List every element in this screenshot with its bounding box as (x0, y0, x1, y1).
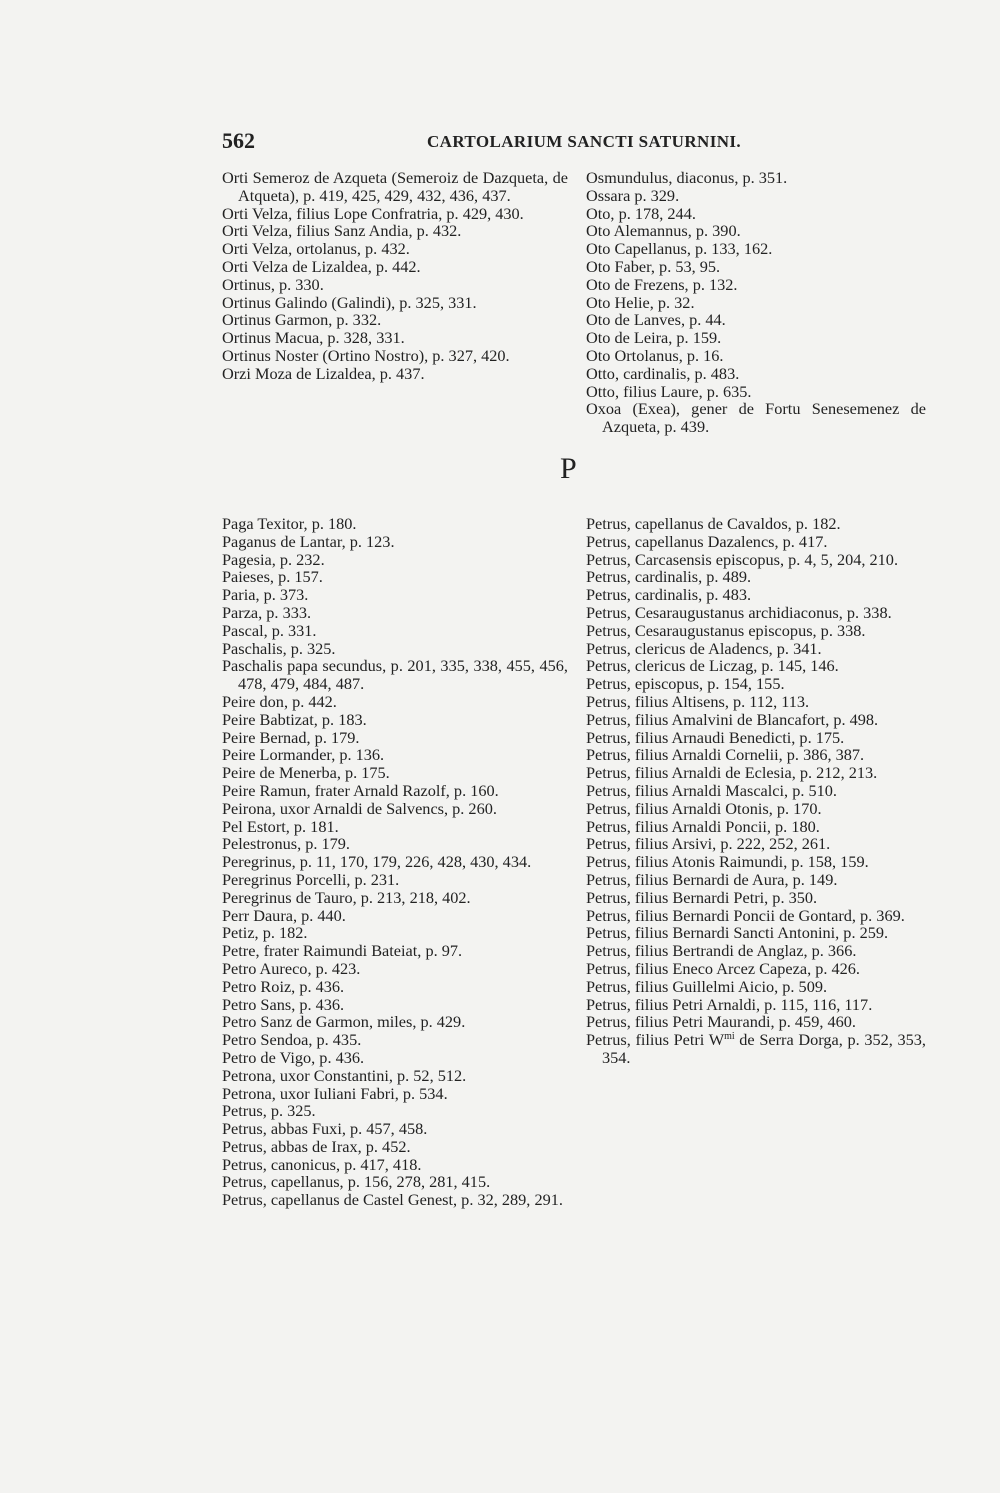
running-title: CARTOLARIUM SANCTI SATURNINI. (427, 132, 742, 151)
index-entry: Peregrinus de Tauro, p. 213, 218, 402. (222, 887, 471, 907)
index-entry: Oto Ortolanus, p. 16. (586, 345, 724, 365)
index-entry: Paga Texitor, p. 180. (222, 514, 357, 533)
index-entry: Petrus, Carcasensis episcopus, p. 4, 5, 204, 210. (586, 549, 899, 569)
index-entry: Oto Capellanus, p. 133, 162. (586, 239, 773, 259)
index-column-bottom-right (586, 515, 926, 1067)
index-entry (586, 1031, 926, 1067)
index-entry: Orti Semeroz de Azqueta (Semeroiz de Dazqueta, de Atqueta), p. 419, 425, 429, 432, 436, 437. (222, 168, 568, 205)
index-entry: Paieses, p. 157. (222, 567, 323, 587)
page-number: 562 (222, 128, 255, 153)
index-entry: Petrus, filius Bernardi Sancti Antonini, p. 259. (586, 923, 889, 943)
index-entry: Petrus, filius Amalvini de Blancafort, p. 498. (586, 709, 879, 729)
index-entry: Paria, p. 373. (222, 585, 309, 605)
index-entry: Petrus, clericus de Aladencs, p. 341. (586, 638, 822, 658)
index-entry: Ortinus, p. 330. (222, 274, 324, 294)
index-entry: Petrus, filius Bertrandi de Anglaz, p. 366. (586, 941, 857, 961)
index-entry: Petiz, p. 182. (222, 923, 308, 943)
index-entry: Orti Velza, ortolanus, p. 432. (222, 239, 410, 259)
index-entry: Oto, p. 178, 244. (586, 203, 696, 223)
index-entry: Petro Sans, p. 436. (222, 994, 345, 1014)
index-entry: Petrus, capellanus de Castel Genest, p. 32, 289, 291. (222, 1190, 563, 1210)
index-entry: Otto, cardinalis, p. 483. (586, 363, 740, 383)
index-entry: Petro Sendoa, p. 435. (222, 1030, 362, 1050)
index-entry: Oto Alemannus, p. 390. (586, 221, 741, 241)
index-entry: Petrus, filius Bernardi Poncii de Gontard, p. 369. (586, 905, 905, 925)
index-entry: Pagesia, p. 232. (222, 549, 325, 569)
index-entry: Pelestronus, p. 179. (222, 834, 350, 854)
index-entry: Petrona, uxor Constantini, p. 52, 512. (222, 1065, 467, 1085)
index-entry: Petrus, Cesaraugustanus archidiaconus, p. 338. (586, 602, 892, 622)
index-entry: Osmundulus, diaconus, p. 351. (586, 168, 788, 187)
index-entry: Petrus, filius Bernardi de Aura, p. 149. (586, 869, 838, 889)
index-entry: Oto de Lanves, p. 44. (586, 310, 726, 330)
index-entry: Petrona, uxor Iuliani Fabri, p. 534. (222, 1083, 448, 1103)
index-entry: Petrus, filius Guillelmi Aicio, p. 509. (586, 976, 828, 996)
index-entry: Ortinus Garmon, p. 332. (222, 310, 382, 330)
index-entry: Petre, frater Raimundi Bateiat, p. 97. (222, 941, 463, 961)
index-entry: Ortinus Noster (Ortino Nostro), p. 327, 420. (222, 345, 510, 365)
index-entry: Petrus, filius Arnaldi Cornelii, p. 386, 387. (586, 745, 865, 765)
index-entry: Petrus, filius Bernardi Petri, p. 350. (586, 887, 818, 907)
index-entry: Petro de Vigo, p. 436. (222, 1047, 365, 1067)
index-entry: Orti Velza de Lizaldea, p. 442. (222, 256, 421, 276)
index-entry: Peire Ramun, frater Arnald Razolf, p. 160. (222, 780, 499, 800)
index-entry: Petrus, filius Altisens, p. 112, 113. (586, 691, 810, 711)
index-entry: Ossara p. 329. (586, 185, 680, 205)
index-column-top-right (586, 169, 926, 436)
index-entry: Peire Lormander, p. 136. (222, 745, 385, 765)
index-entry: Petrus, filius Petri Arnaldi, p. 115, 116, 117. (586, 994, 873, 1014)
entry-text: Petrus, filius Petri W (586, 1030, 725, 1050)
index-entry: Petrus, cardinalis, p. 483. (586, 585, 752, 605)
index-entry: Paganus de Lantar, p. 123. (222, 531, 395, 551)
index-entry: Oto de Leira, p. 159. (586, 328, 722, 348)
index-entry: Oto de Frezens, p. 132. (586, 274, 738, 294)
index-entry: Petrus, clericus de Liczag, p. 145, 146. (586, 656, 839, 676)
index-entry: Peirona, uxor Arnaldi de Salvencs, p. 260. (222, 798, 497, 818)
index-entry: Petrus, canonicus, p. 417, 418. (222, 1154, 422, 1174)
index-entry: Peregrinus, p. 11, 170, 179, 226, 428, 430, 434. (222, 852, 532, 872)
index-column-top-left (222, 169, 568, 383)
section-letter: P (560, 452, 577, 485)
index-entry: Petrus, filius Arnaudi Benedicti, p. 175. (586, 727, 845, 747)
index-entry: Pel Estort, p. 181. (222, 816, 339, 836)
index-entry: Petrus, Cesaraugustanus episcopus, p. 338. (586, 620, 866, 640)
index-entry: Petrus, abbas Fuxi, p. 457, 458. (222, 1119, 428, 1139)
index-entry: Orzi Moza de Lizaldea, p. 437. (222, 363, 425, 383)
index-entry: Petrus, filius Arnaldi Otonis, p. 170. (586, 798, 822, 818)
index-entry: Petrus, filius Eneco Arcez Capeza, p. 426. (586, 958, 860, 978)
index-entry: Parza, p. 333. (222, 602, 312, 622)
index-entry: Orti Velza, filius Lope Confratria, p. 429, 430. (222, 203, 524, 223)
index-entry: Petro Roiz, p. 436. (222, 976, 345, 996)
index-entry: Petrus, filius Arnaldi Mascalci, p. 510. (586, 780, 837, 800)
index-entry: Pascal, p. 331. (222, 620, 317, 640)
index-entry: Peregrinus Porcelli, p. 231. (222, 869, 400, 889)
index-entry: Petrus, episcopus, p. 154, 155. (586, 674, 785, 694)
index-entry: Petrus, cardinalis, p. 489. (586, 567, 752, 587)
superscript-abbrev: mi (724, 1031, 735, 1043)
index-entry: Petrus, filius Arsivi, p. 222, 252, 261. (586, 834, 831, 854)
index-entry: Peire don, p. 442. (222, 691, 337, 711)
index-entry: Petro Sanz de Garmon, miles, p. 429. (222, 1012, 466, 1032)
index-entry: Petro Aureco, p. 423. (222, 958, 361, 978)
index-entry: Petrus, filius Arnaldi de Eclesia, p. 212, 213. (586, 763, 878, 783)
index-entry: Paschalis, p. 325. (222, 638, 336, 658)
index-entry: Petrus, capellanus, p. 156, 278, 281, 415. (222, 1172, 491, 1192)
index-entry: Oto Helie, p. 32. (586, 292, 695, 312)
index-entry: Peire Bernad, p. 179. (222, 727, 360, 747)
index-entry: Petrus, abbas de Irax, p. 452. (222, 1136, 411, 1156)
index-entry: Petrus, p. 325. (222, 1101, 316, 1121)
page-header (222, 128, 932, 158)
index-entry: Otto, filius Laure, p. 635. (586, 381, 752, 401)
index-column-bottom-left (222, 515, 568, 1209)
entry-text: de Serra Dorga, p. 352, 353, 354. (602, 1030, 926, 1067)
index-entry: Petrus, capellanus Dazalencs, p. 417. (586, 531, 828, 551)
index-entry: Paschalis papa secundus, p. 201, 335, 338, 455, 456, 478, 479, 484, 487. (222, 656, 568, 694)
index-entry: Ortinus Macua, p. 328, 331. (222, 328, 405, 348)
index-entry: Petrus, filius Atonis Raimundi, p. 158, 159. (586, 852, 869, 872)
index-entry: Oxoa (Exea), gener de Fortu Senesemenez de Azqueta, p. 439. (586, 399, 926, 437)
index-entry: Petrus, filius Petri Maurandi, p. 459, 460. (586, 1012, 856, 1032)
index-entry: Peire de Menerba, p. 175. (222, 763, 390, 783)
index-entry: Orti Velza, filius Sanz Andia, p. 432. (222, 221, 462, 241)
index-entry: Peire Babtizat, p. 183. (222, 709, 367, 729)
index-entry: Ortinus Galindo (Galindi), p. 325, 331. (222, 292, 477, 312)
index-entry: Petrus, filius Arnaldi Poncii, p. 180. (586, 816, 820, 836)
index-entry: Petrus, capellanus de Cavaldos, p. 182. (586, 514, 841, 533)
index-entry: Oto Faber, p. 53, 95. (586, 256, 721, 276)
index-entry: Perr Daura, p. 440. (222, 905, 346, 925)
